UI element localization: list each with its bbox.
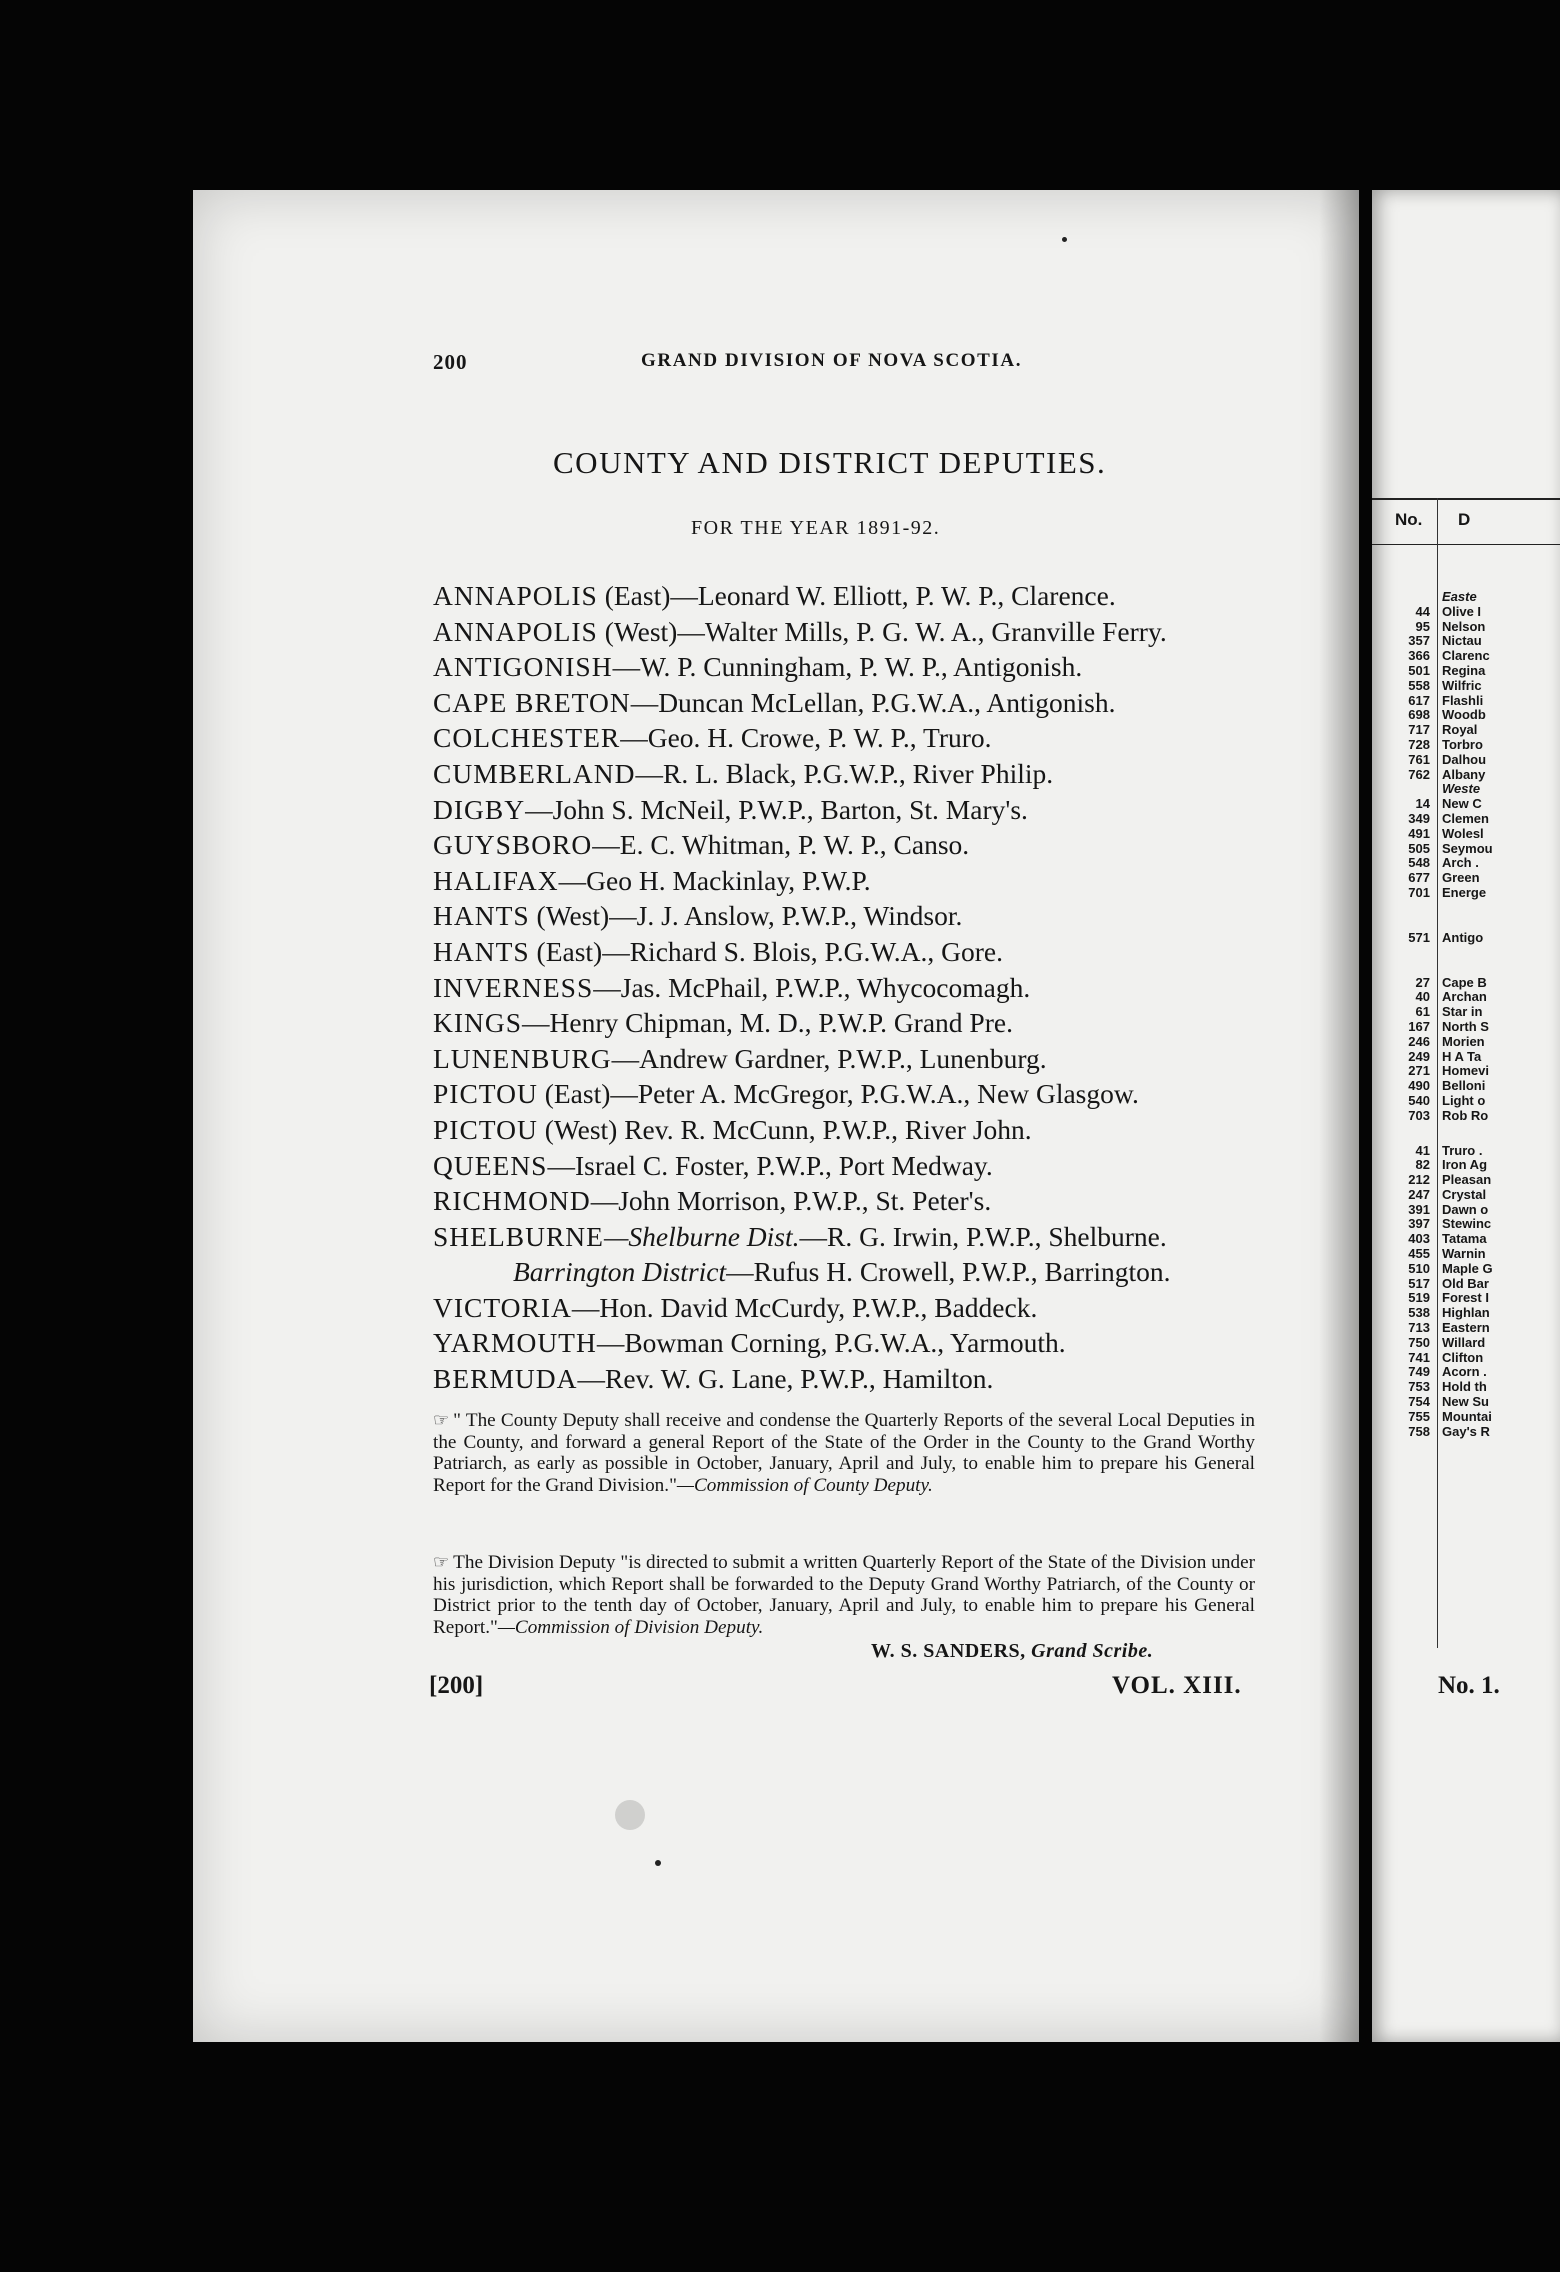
division-number: 505 — [1408, 840, 1430, 856]
division-name: Torbro — [1442, 736, 1483, 752]
division-row — [1372, 620, 1560, 635]
division-number: 167 — [1408, 1018, 1430, 1034]
division-name: Truro . — [1442, 1142, 1483, 1158]
division-name: H A Ta — [1442, 1048, 1482, 1064]
division-row — [1372, 1336, 1560, 1351]
division-row — [1372, 1203, 1560, 1218]
division-number: 701 — [1408, 884, 1430, 900]
division-name: North S — [1442, 1018, 1489, 1034]
division-name: Royal — [1442, 722, 1478, 738]
division-row — [1372, 753, 1560, 768]
division-row — [1372, 1232, 1560, 1247]
division-number: 517 — [1408, 1275, 1430, 1291]
division-row — [1372, 649, 1560, 664]
dust-speck — [655, 1860, 661, 1866]
deputy-entry: KINGS—Henry Chipman, M. D., P.W.P. Grand Pre. — [433, 1007, 1013, 1039]
division-row — [1372, 708, 1560, 723]
division-number: 753 — [1408, 1379, 1430, 1395]
division-row — [1372, 976, 1560, 991]
table-header-rule — [1372, 544, 1560, 545]
division-name: Easte — [1442, 589, 1477, 604]
division-number: 750 — [1408, 1334, 1430, 1350]
deputy-entry: HANTS (West)—J. J. Anslow, P.W.P., Windsor. — [433, 900, 963, 932]
division-number: 44 — [1415, 603, 1430, 619]
division-number: 538 — [1408, 1305, 1430, 1321]
division-name: Energe — [1442, 884, 1487, 900]
division-row — [1372, 1365, 1560, 1380]
division-name: Maple G — [1442, 1260, 1493, 1276]
deputy-entry: PICTOU (East)—Peter A. McGregor, P.G.W.A., New Glasgow. — [433, 1078, 1139, 1110]
division-name: Nelson — [1442, 618, 1486, 634]
division-row — [1372, 1188, 1560, 1203]
deputies-list — [433, 578, 1333, 1397]
division-name: Acorn . — [1442, 1364, 1487, 1380]
deputy-entry: ANTIGONISH—W. P. Cunningham, P. W. P., Antigonish. — [433, 651, 1083, 683]
division-number: 754 — [1408, 1394, 1430, 1410]
division-name: Iron Ag — [1442, 1157, 1488, 1173]
division-row — [1372, 590, 1560, 605]
division-row — [1372, 1144, 1560, 1159]
division-number: 95 — [1415, 618, 1430, 634]
division-name: New Su — [1442, 1394, 1489, 1410]
division-number: 271 — [1408, 1063, 1430, 1079]
division-number: 40 — [1415, 989, 1430, 1005]
division-number: 703 — [1408, 1107, 1430, 1123]
division-row — [1372, 1158, 1560, 1173]
division-name: New C — [1442, 796, 1482, 812]
column-header-no: No. — [1395, 510, 1423, 529]
division-number: 548 — [1408, 855, 1430, 871]
division-number: 366 — [1408, 648, 1430, 664]
division-row — [1372, 1064, 1560, 1079]
division-list — [1372, 590, 1560, 1439]
division-row — [1372, 931, 1560, 946]
division-name: Wolesl — [1442, 825, 1484, 841]
division-name: Weste — [1442, 781, 1481, 797]
deputy-entry: BERMUDA—Rev. W. G. Lane, P.W.P., Hamilton. — [433, 1363, 994, 1395]
table-top-rule — [1372, 498, 1560, 500]
dust-speck — [615, 1800, 645, 1830]
division-row — [1372, 990, 1560, 1005]
division-number: 61 — [1415, 1004, 1430, 1020]
division-name: Albany — [1442, 766, 1486, 782]
division-name: Morien — [1442, 1033, 1485, 1049]
division-name: Dawn o — [1442, 1201, 1489, 1217]
page-number: 200 — [433, 350, 468, 374]
division-name: Wilfric — [1442, 677, 1482, 693]
division-name: Belloni — [1442, 1078, 1486, 1094]
division-number: 391 — [1408, 1201, 1430, 1217]
division-number: 397 — [1408, 1216, 1430, 1232]
pointing-hand-icon: ☞ — [433, 1410, 450, 1430]
deputy-entry: GUYSBORO—E. C. Whitman, P. W. P., Canso. — [433, 829, 970, 861]
division-number: 617 — [1408, 692, 1430, 708]
division-name: Hold th — [1442, 1379, 1487, 1395]
page-subtitle: FOR THE YEAR 1891-92. — [691, 517, 941, 539]
division-name: Willard — [1442, 1334, 1486, 1350]
division-number: 41 — [1415, 1142, 1430, 1158]
division-row — [1372, 1321, 1560, 1336]
division-number: 349 — [1408, 810, 1430, 826]
deputy-entry: CUMBERLAND—R. L. Black, P.G.W.P., River Philip. — [433, 757, 1054, 789]
division-row — [1372, 1410, 1560, 1425]
division-number: 357 — [1408, 633, 1430, 649]
division-name: Regina — [1442, 662, 1486, 678]
division-row — [1372, 1380, 1560, 1395]
division-number: 27 — [1415, 974, 1430, 990]
division-row — [1372, 827, 1560, 842]
division-name: Pleasan — [1442, 1172, 1492, 1188]
deputy-entry: HANTS (East)—Richard S. Blois, P.G.W.A., Gore. — [433, 935, 1003, 967]
division-number: 247 — [1408, 1186, 1430, 1202]
division-number: 455 — [1408, 1246, 1430, 1262]
right-page-fragment — [1372, 190, 1560, 2042]
division-row — [1372, 1005, 1560, 1020]
division-number: 82 — [1415, 1157, 1430, 1173]
division-name: Stewinc — [1442, 1216, 1492, 1232]
division-number: 761 — [1408, 751, 1430, 767]
deputy-entry: CAPE BRETON—Duncan McLellan, P.G.W.A., Antigonish. — [433, 686, 1116, 718]
deputy-entry: COLCHESTER—Geo. H. Crowe, P. W. P., Truro. — [433, 722, 992, 754]
division-number: 249 — [1408, 1048, 1430, 1064]
division-name: Dalhou — [1442, 751, 1487, 767]
division-row — [1372, 1291, 1560, 1306]
division-row — [1372, 723, 1560, 738]
division-number: 501 — [1408, 662, 1430, 678]
division-number: 717 — [1408, 722, 1430, 738]
division-number: 212 — [1408, 1172, 1430, 1188]
division-number: 491 — [1408, 825, 1430, 841]
division-row — [1372, 871, 1560, 886]
deputy-entry: YARMOUTH—Bowman Corning, P.G.W.A., Yarmouth. — [433, 1327, 1066, 1359]
division-row — [1372, 842, 1560, 857]
division-name: Gay's R — [1442, 1423, 1490, 1439]
deputy-entry: QUEENS—Israel C. Foster, P.W.P., Port Medway. — [433, 1149, 993, 1181]
division-name: Antigo — [1442, 929, 1484, 945]
division-number: 519 — [1408, 1290, 1430, 1306]
division-name: Mountai — [1442, 1408, 1492, 1424]
division-row — [1372, 1035, 1560, 1050]
division-row — [1372, 605, 1560, 620]
division-row — [1372, 1277, 1560, 1292]
division-number: 558 — [1408, 677, 1430, 693]
division-number: 571 — [1408, 929, 1430, 945]
division-number: 698 — [1408, 707, 1430, 723]
division-number: 755 — [1408, 1408, 1430, 1424]
division-row — [1372, 812, 1560, 827]
division-number: 749 — [1408, 1364, 1430, 1380]
division-name: Flashli — [1442, 692, 1484, 708]
division-row — [1372, 679, 1560, 694]
division-row — [1372, 886, 1560, 901]
deputy-entry: ANNAPOLIS (East)—Leonard W. Elliott, P. W. P., Clarence. — [433, 580, 1116, 611]
division-number: 510 — [1408, 1260, 1430, 1276]
deputy-entry: VICTORIA—Hon. David McCurdy, P.W.P., Baddeck. — [433, 1291, 1038, 1323]
division-name: Tatama — [1442, 1231, 1487, 1247]
division-row — [1372, 1306, 1560, 1321]
county-deputy-note: ☞ " The County Deputy shall receive and condense the Quarterly Reports of the several Local Deputies in the County, and forward a general Report of the State of the Order in the County to the Grand Worthy Patriarch, as early as possible in October, January, April and July, to enable him to prepare his General Report for the Grand Division."—Commission of County Deputy. — [433, 1410, 1255, 1496]
division-number: 741 — [1408, 1349, 1430, 1365]
deputy-entry: INVERNESS—Jas. McPhail, P.W.P., Whycocomagh. — [433, 971, 1031, 1003]
division-number: 14 — [1415, 796, 1430, 812]
deputy-entry: ANNAPOLIS (West)—Walter Mills, P. G. W. A., Granville Ferry. — [433, 615, 1167, 647]
deputy-entry: DIGBY—John S. McNeil, P.W.P., Barton, St. Mary's. — [433, 793, 1028, 825]
running-head: GRAND DIVISION OF NOVA SCOTIA. — [641, 350, 1023, 371]
division-name: Light o — [1442, 1092, 1486, 1108]
division-row — [1372, 1020, 1560, 1035]
right-page-footer: No. 1. — [1438, 1672, 1500, 1699]
division-name: Crystal — [1442, 1186, 1487, 1202]
division-name: Rob Ro — [1442, 1107, 1489, 1123]
division-number: 403 — [1408, 1231, 1430, 1247]
division-name: Woodb — [1442, 707, 1486, 723]
dust-speck — [1062, 237, 1067, 242]
division-name: Clifton — [1442, 1349, 1484, 1365]
division-row — [1372, 1173, 1560, 1188]
division-number: 490 — [1408, 1078, 1430, 1094]
division-name: Clarenc — [1442, 648, 1490, 664]
division-name: Arch . — [1442, 855, 1479, 871]
division-row — [1372, 1262, 1560, 1277]
division-name: Highlan — [1442, 1305, 1490, 1321]
division-row — [1372, 634, 1560, 649]
division-row — [1372, 782, 1560, 797]
signature: W. S. SANDERS, Grand Scribe. — [871, 1640, 1154, 1662]
division-row — [1372, 1351, 1560, 1366]
division-row — [1372, 901, 1560, 931]
division-row — [1372, 856, 1560, 871]
folio: [200] — [429, 1672, 484, 1699]
division-row — [1372, 797, 1560, 812]
division-row — [1372, 1094, 1560, 1109]
division-row — [1372, 738, 1560, 753]
division-name: Clemen — [1442, 810, 1489, 826]
division-row — [1372, 768, 1560, 783]
division-row — [1372, 1247, 1560, 1262]
division-row — [1372, 1425, 1560, 1440]
division-number: 758 — [1408, 1423, 1430, 1439]
division-deputy-note: ☞ The Division Deputy "is directed to submit a written Quarterly Report of the State of the Division under his jurisdiction, which Report shall be forwarded to the Deputy Grand Worthy Patriarch, of the County or District prior to the tenth day of October, January, April and July, to enable him to prepare his General Report."—Commission of Division Deputy. — [433, 1552, 1255, 1638]
division-row — [1372, 946, 1560, 976]
page-title: COUNTY AND DISTRICT DEPUTIES. — [553, 445, 1107, 480]
deputy-entry-shelburne: SHELBURNE—Shelburne Dist.—R. G. Irwin, P.W.P., Shelburne. — [433, 1220, 1167, 1252]
division-name: Seymou — [1442, 840, 1493, 856]
division-name: Archan — [1442, 989, 1487, 1005]
deputy-entry: LUNENBURG—Andrew Gardner, P.W.P., Lunenburg. — [433, 1042, 1047, 1074]
column-header-d: D — [1458, 510, 1471, 529]
division-number: 713 — [1408, 1320, 1430, 1336]
left-page — [193, 190, 1359, 2042]
division-name: Forest I — [1442, 1290, 1489, 1306]
division-number: 762 — [1408, 766, 1430, 782]
division-number: 677 — [1408, 870, 1430, 886]
deputy-entry: PICTOU (West) Rev. R. McCunn, P.W.P., River John. — [433, 1113, 1032, 1145]
division-name: Warnin — [1442, 1246, 1486, 1262]
deputy-entry: RICHMOND—John Morrison, P.W.P., St. Peter's. — [433, 1185, 992, 1217]
division-name: Green — [1442, 870, 1480, 886]
division-name: Nictau — [1442, 633, 1482, 649]
deputy-entry: HALIFAX—Geo H. Mackinlay, P.W.P. — [433, 864, 871, 896]
division-row — [1372, 1050, 1560, 1065]
division-row — [1372, 694, 1560, 709]
division-name: Cape B — [1442, 974, 1487, 990]
division-row — [1372, 1109, 1560, 1124]
division-number: 728 — [1408, 736, 1430, 752]
division-row — [1372, 1395, 1560, 1410]
division-row — [1372, 1124, 1560, 1144]
volume-label: VOL. XIII. — [1112, 1672, 1242, 1699]
division-row — [1372, 1079, 1560, 1094]
division-name: Homevi — [1442, 1063, 1489, 1079]
division-row — [1372, 664, 1560, 679]
division-name: Eastern — [1442, 1320, 1490, 1336]
division-number: 246 — [1408, 1033, 1430, 1049]
division-row — [1372, 1217, 1560, 1232]
division-name: Old Bar — [1442, 1275, 1489, 1291]
division-number: 540 — [1408, 1092, 1430, 1108]
deputy-entry-barrington: Barrington District—Rufus H. Crowell, P.W.P., Barrington. — [513, 1256, 1171, 1288]
pointing-hand-icon: ☞ — [433, 1552, 450, 1572]
division-name: Olive I — [1442, 603, 1482, 619]
division-name: Star in — [1442, 1004, 1483, 1020]
